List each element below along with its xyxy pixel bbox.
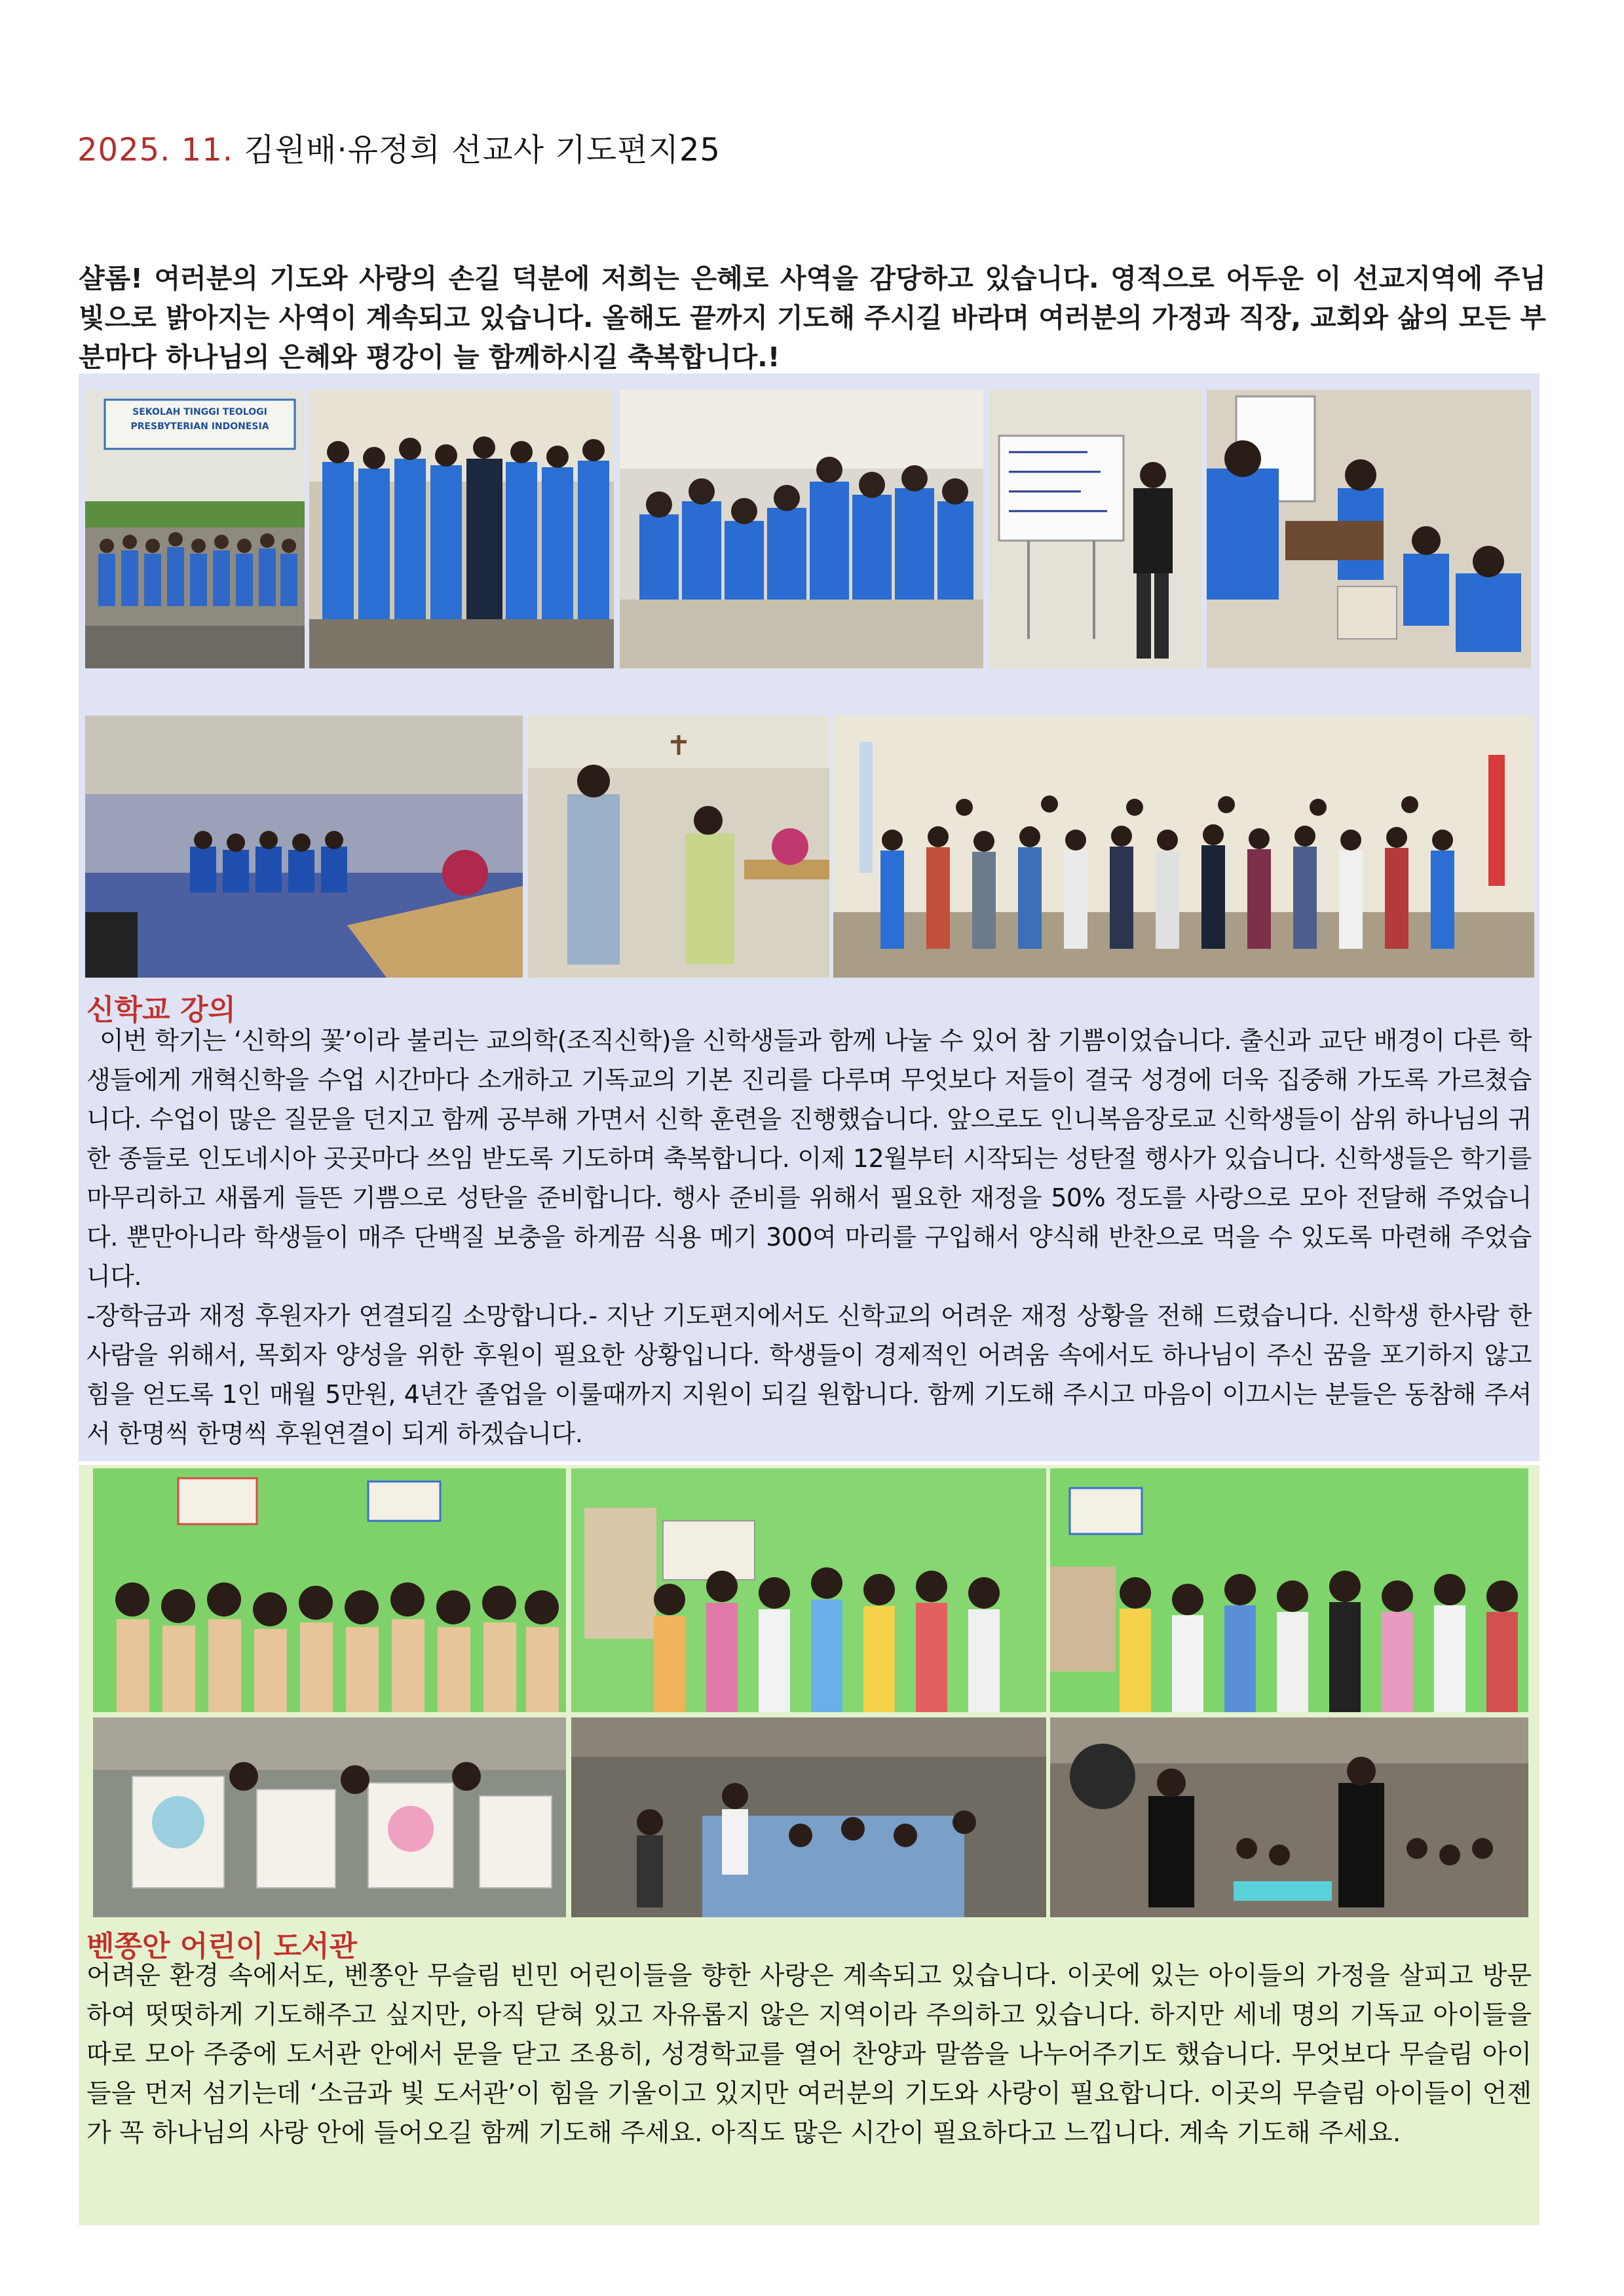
students-classroom-photo — [620, 390, 983, 668]
library-section — [79, 1465, 1539, 2225]
letter-heading: 김원배·유정희 선교사 기도편지25 — [244, 132, 721, 168]
children-drawings-photo — [93, 1717, 566, 1917]
bible-school-photo — [571, 1717, 1046, 1917]
sign-line-2: PRESBYTERIAN INDONESIA — [130, 421, 269, 432]
chapel-audience-photo — [85, 716, 523, 978]
outdoor-gathering-photo — [1050, 1717, 1528, 1917]
library-children-photo-2 — [571, 1468, 1046, 1712]
seminary-section — [79, 373, 1539, 1461]
library-children-photo-1 — [93, 1468, 566, 1712]
seminary-building-photo — [85, 390, 305, 668]
library-heading: 벤쫑안 어린이 도서관 — [86, 1930, 358, 1963]
seminary-paragraph-1: 이번 학기는 ‘신학의 꽃’이라 불리는 교의학(조직신학)을 신학생들과 함께 나눌 수 있어 참 기쁨이었습니다. 출신과 교단 배경이 다른 학생들에게 개혁신학을 수업 시간마다 소개하고 기독교의 기본 진리를 다루며 무엇보다 저들이 결국 성경에 더욱 집중해 가도록 가르쳤습니다. 수업이 많은 질문을 던지고 함께 공부해 가면서 신학 훈련을 진행했습니다. 앞으로도 인니복음장로교 신학생들이 삼위 하나님의 귀한 종들로 인도네시아 곳곳마다 쓰임 받도록 기도하며 축복합니다. 이제 12월부터 시작되는 성탄절 행사가 있습니다. 신학생들은 학기를 마무리하고 새롭게 들뜬 기쁨으로 성탄을 준비합니다. 행사 준비를 위해서 필요한 재정을 50% 정도를 사랑으로 모아 전달해 주었습니다. 뿐만아니라 학생들이 매주 단백질 보충을 하게끔 식용 메기 300여 마리를 구입해서 양식해 반찬으로 먹을 수 있도록 마련해 주었습니다. — [86, 1026, 1532, 1291]
sign-line-1: SEKOLAH TINGGI TEOLOGI — [132, 407, 267, 417]
letter-title — [77, 124, 721, 170]
library-children-photo-3 — [1050, 1468, 1528, 1712]
classroom-seated-photo — [1207, 390, 1531, 668]
library-paragraph: 어려운 환경 속에서도, 벤쫑안 무슬림 빈민 어린이들을 향한 사랑은 계속되고 있습니다. 이곳에 있는 아이들의 가정을 살피고 방문하여 떳떳하게 기도해주고 싶지만, 아직 닫혀 있고 자유롭지 않은 지역이라 주의하고 있습니다. 하지만 세네 명의 기독교 아이들을 따로 모아 주중에 도서관 안에서 문을 닫고 조용히, 성경학교를 열어 찬양과 말씀을 나누어주기도 했습니다. 무엇보다 무슬림 아이들을 먼저 섬기는데 ‘소금과 빛 도서관’이 힘을 기울이고 있지만 여러분의 기도와 사랑이 필요합니다. 이곳의 무슬림 아이들이 언젠가 꼭 하나님의 사랑 안에 들어오길 함께 기도해 주세요. 아직도 많은 시간이 필요하다고 느낍니다. 계속 기도해 주세요. — [86, 1961, 1532, 2148]
students-group-photo-1 — [309, 390, 614, 668]
award-presentation-photo — [528, 716, 829, 978]
graduation-group-photo — [833, 716, 1534, 978]
seminary-paragraph-2: -장학금과 재정 후원자가 연결되길 소망합니다.- 지난 기도편지에서도 신학교의 어려운 재정 상황을 전해 드렸습니다. 신학생 한사람 한사람을 위해서, 목회자 양성을 위한 후원이 필요한 상황입니다. 학생들이 경제적인 어려움 속에서도 하나님이 주신 꿈을 포기하지 않고 힘을 얻도록 1인 매월 5만원, 4년간 졸업을 이룰때까지 지원이 되길 원합니다. 함께 기도해 주시고 마음이 이끄시는 분들은 동참해 주셔서 한명씩 한명씩 후원연결이 되게 하겠습니다. — [86, 1301, 1532, 1448]
whiteboard-lecture-photo — [989, 390, 1202, 668]
intro-paragraph: 샬롬! 여러분의 기도와 사랑의 손길 덕분에 저희는 은혜로 사역을 감당하고 있습니다. 영적으로 어두운 이 선교지역에 주님 빛으로 밝아지는 사역이 계속되고 있습니다. 올해도 끝까지 기도해 주시길 바라며 여러분의 가정과 직장, 교회와 삶의 모든 부분마다 하나님의 은혜와 평강이 늘 함께하시길 축복합니다.! — [79, 263, 1546, 373]
seminary-heading: 신학교 강의 — [86, 993, 236, 1027]
letter-date: 2025. 11. — [77, 132, 234, 168]
